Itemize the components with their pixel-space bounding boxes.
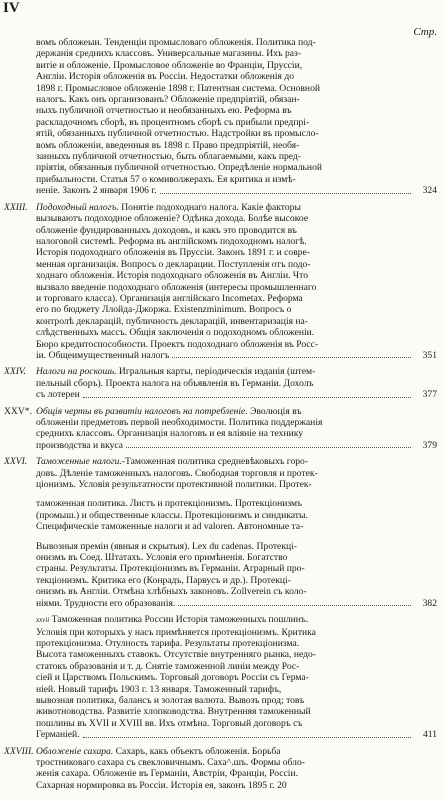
entry-line: довъ. Дѣленіе таможенныхъ налоговъ. Свободная торговля и протек- <box>36 467 318 479</box>
entry-line: тростниковаго сахара съ свекловичнымъ. Саха^.шъ. Формы обло- <box>36 756 305 768</box>
entry-line: Исторія подоходнаго обложенія въ Пруссіи. Законъ 1891 г. и совре- <box>36 247 310 259</box>
table-of-contents <box>4 37 437 796</box>
chapter-title: Общія черты въ развитіи налоговъ на потребленіе. <box>36 405 248 417</box>
entry-line: (промыш.) и общественные классы. Протекціонизмъ и синдикаты. <box>36 509 308 521</box>
entry-line: среднихъ классовъ. Организація налоговъ и ея вліяніе на технику <box>36 428 304 440</box>
entry-line: пошлины въ XVII и XVIII вв. Ихъ отмѣна. Торговый договоръ съ <box>36 717 303 729</box>
page-number: IV <box>3 0 20 16</box>
entry-line: вывозная политика, балансъ и золотая валюта. Вывозъ прод; товъ <box>36 694 305 706</box>
chapter-title: Обложеніе сахара. <box>36 745 114 757</box>
entry-page-number: 377 <box>422 389 437 401</box>
entry-line: текціонизмъ. Критика его (Конрадъ, Парвусъ и др.). Протекці- <box>36 574 291 586</box>
chapter-number: XXIV. <box>4 366 26 378</box>
entry-page-number: 411 <box>422 729 437 741</box>
chapter-number: XXVIII. <box>4 745 34 757</box>
entry-line: Условія при которыхъ у насъ примѣняется протекціонизмъ. Критика <box>36 626 316 638</box>
entry-line: -Таможенная политика средневѣковыхъ горо- <box>121 456 309 468</box>
entry-page-line <box>4 440 437 451</box>
entry-line: занныхъ публичной отчетностью, быть облагаемыми, какъ пред- <box>36 151 301 163</box>
toc-entry-xxv <box>4 406 437 452</box>
toc-entry-xxiii <box>4 202 437 362</box>
entry-line: страны. Результаты. Протекціонизмъ въ Германіи. Аграрный про- <box>36 563 305 575</box>
entry-gap <box>36 490 411 498</box>
entry-line: вызвало введеніе подоходнаго обложенія (интересы промышленнаго <box>36 281 317 293</box>
chapter-number: XXIII. <box>4 201 28 213</box>
entry-line: сіей и Царствомъ Польскимъ. Торговый договоръ Россіи съ Герма- <box>36 672 309 684</box>
entry-line: Бюро кредитоспособности. Проектъ подоходнаго обложенія въ Росс- <box>36 338 319 350</box>
entry-line: держанія среднихъ классовъ. Универсальные магазины. Ихъ раз- <box>36 48 302 60</box>
entry-line: пріятія, обязанныя публичной отчетностью. Опредѣленіе нормальной <box>36 162 322 174</box>
dot-leader <box>178 605 411 606</box>
entry-line: Сахаръ, какъ объектъ обложенія. Борьба <box>115 745 281 757</box>
chapter-marker: xxvii <box>36 616 50 625</box>
entry-line: раскладочномъ сборѣ, въ процентномъ сборѣ съ прибыли предпрі- <box>36 116 310 128</box>
dot-leader <box>83 737 411 738</box>
entry-line: животноводства. Развитіе хлопководства. Внутренняя таможенный <box>36 706 311 718</box>
entry-line: 1898 г. Промысловое обложеніе 1898 г. Патентная система. Основной <box>36 82 320 94</box>
entry-line: менная организація. Вопросъ о декларации. Поступленія отъ подо- <box>36 258 311 270</box>
entry-page-line <box>4 350 437 361</box>
entry-line: онизмъ въ Англіи. Отмѣна хлѣбныхъ законовъ. Zollverein съ коло- <box>36 586 307 598</box>
toc-entry-xxvi <box>4 456 437 609</box>
entry-last-line: съ лотереи <box>36 389 80 401</box>
entry-line: его по бюджету Ллойда-Джоржа. Existenzminimum. Вопросъ о <box>36 304 292 316</box>
entry-line: протекціонизма. Отулность тарифа. Результаты протекціонизма. <box>36 637 300 649</box>
chapter-title: Подоходный налогъ. <box>36 201 119 213</box>
entry-line: Вывозныя премін (явныя и скрытыя). Lex du cadenas. Протекці- <box>36 540 297 552</box>
entry-line: обложеніе фундированныхъ доходовъ, и какъ это проводится въ <box>36 224 297 236</box>
toc-entry-xxiv <box>4 366 437 400</box>
entry-line: Понятіе подоходнаго налога. Какіе факторы <box>121 201 301 213</box>
entry-page-number: 351 <box>422 349 437 361</box>
entry-page-line <box>4 185 437 196</box>
entry-line: налогъ. Какъ онъ организованъ? Обложеніе предпріятій, обязан- <box>36 94 300 106</box>
entry-line: налоговой системѣ. Реформа въ англійскомъ подоходномъ налогѣ. <box>36 235 307 247</box>
entry-line: ятій, обязанныхъ публичной отчетностью. Надстройки въ промысло- <box>36 128 319 140</box>
entry-last-line: іи. Общеимущественный налогъ <box>36 349 170 361</box>
chapter-number: XXV*. <box>4 405 32 417</box>
entry-line: женія сахара. Обложеніе въ Германіи, Австріи, Франціи, Россіи. <box>36 768 298 780</box>
entry-last-line: Германіей. <box>36 729 80 741</box>
entry-line: ніей. Новый тарифъ 1903 г. 13 января. Таможенный тарифъ, <box>36 683 282 695</box>
entry-page-number: 379 <box>422 439 437 451</box>
entry-line: статокъ образованія и т. д. Снятіе таможенной линіи между Рос- <box>36 660 300 672</box>
entry-line: онизмъ въ Соед. Штатахъ. Условія его примѣненія. Богатство <box>36 552 288 564</box>
dot-leader <box>126 447 411 448</box>
dot-leader <box>172 357 411 358</box>
entry-line: таможенная политика. Листъ и протекціонизмъ. Протекціонизмъ <box>36 498 303 510</box>
entry-page-line <box>4 729 437 740</box>
toc-entry-xxvii <box>4 614 437 740</box>
entry-line: слѣдственныхъ массъ. Общія заключенія о подоходномъ обложеніи. <box>36 327 315 339</box>
chapter-title: Налоги на роскошь. <box>36 366 117 378</box>
entry-line: Высота таможенныхъ ставокъ. Отсутствіе внутренняго рынка, недо- <box>36 649 316 661</box>
entry-page-line <box>4 389 437 400</box>
entry-line: вызываютъ подоходное обложеніе? Одѣнка дохода. Болѣе высокое <box>36 213 309 225</box>
entry-last-line: неніе. Законъ 2 января 1906 г. <box>36 185 157 197</box>
entry-line: и торговаго класса). Организація англійскаго Incometax. Реформа <box>36 292 303 304</box>
entry-page-number: 324 <box>422 185 437 197</box>
entry-line: Англіи. Исторія обложенія въ Россіи. Недостатки обложенія до <box>36 71 295 83</box>
entry-line: ціонизмъ. Условія результатности протективной политики. Протек- <box>36 479 312 491</box>
entry-line: ныхъ публичной отчетностью и необязанныхъ ею. Реформа въ <box>36 105 292 117</box>
toc-entry-continuation <box>4 37 437 197</box>
entry-line: прибыльности. Статья 57 о комиволжерахъ. Ея критика и измѣ- <box>36 173 296 185</box>
entry-line: Сахарная нормировка въ Россіи. Исторія ея, законъ 1895 г. 20 <box>36 779 287 791</box>
entry-page-number: 382 <box>422 597 437 609</box>
entry-line: Специфическіе таможенные налоги и ad valoren. Автономные та- <box>36 521 304 533</box>
entry-line: Эволюція въ <box>250 405 302 417</box>
entry-line: контролѣ декларацій, публичность декларацій, инвентаризація на- <box>36 315 309 327</box>
dot-leader <box>160 193 411 194</box>
toc-entry-xxviii <box>4 746 437 792</box>
entry-line: ходнаго обложенія. Исторія подоходнаго обложенія въ Англіи. Что <box>36 270 308 282</box>
entry-last-line: производства и вкуса <box>36 439 124 451</box>
chapter-title: Таможенная политика России Исторія таможенныхъ пошлинъ. <box>51 614 309 626</box>
entry-gap <box>36 533 411 541</box>
entry-line: Игральныя карты, періодическія изданія (штем- <box>118 366 316 378</box>
entry-line: обложеніи предметовъ первой необходимости. Политика поддержанія <box>36 417 323 428</box>
chapter-title: Таможенные налоги. <box>36 456 122 468</box>
dot-leader <box>83 397 411 398</box>
entry-last-line: ніями. Трудности его образованія. <box>36 597 176 609</box>
page-column-header: Стр. <box>413 26 437 38</box>
entry-line: вомъ обложеыи. Тенденціи промысловаго обложенія. Политика под- <box>36 37 316 48</box>
entry-line: витіе и обложеніе. Промысловое обложеніе во Франціи, Пруссіи, <box>36 59 303 71</box>
entry-line: пельный сборъ). Проекта налога на объявленія въ Германіи. Дохолъ <box>36 377 314 389</box>
entry-page-line <box>4 598 437 609</box>
entry-line: вомъ обложеніи, введенныя въ 1898 г. Право предпріятій, необя- <box>36 139 300 151</box>
chapter-number: XXVI. <box>4 456 28 468</box>
